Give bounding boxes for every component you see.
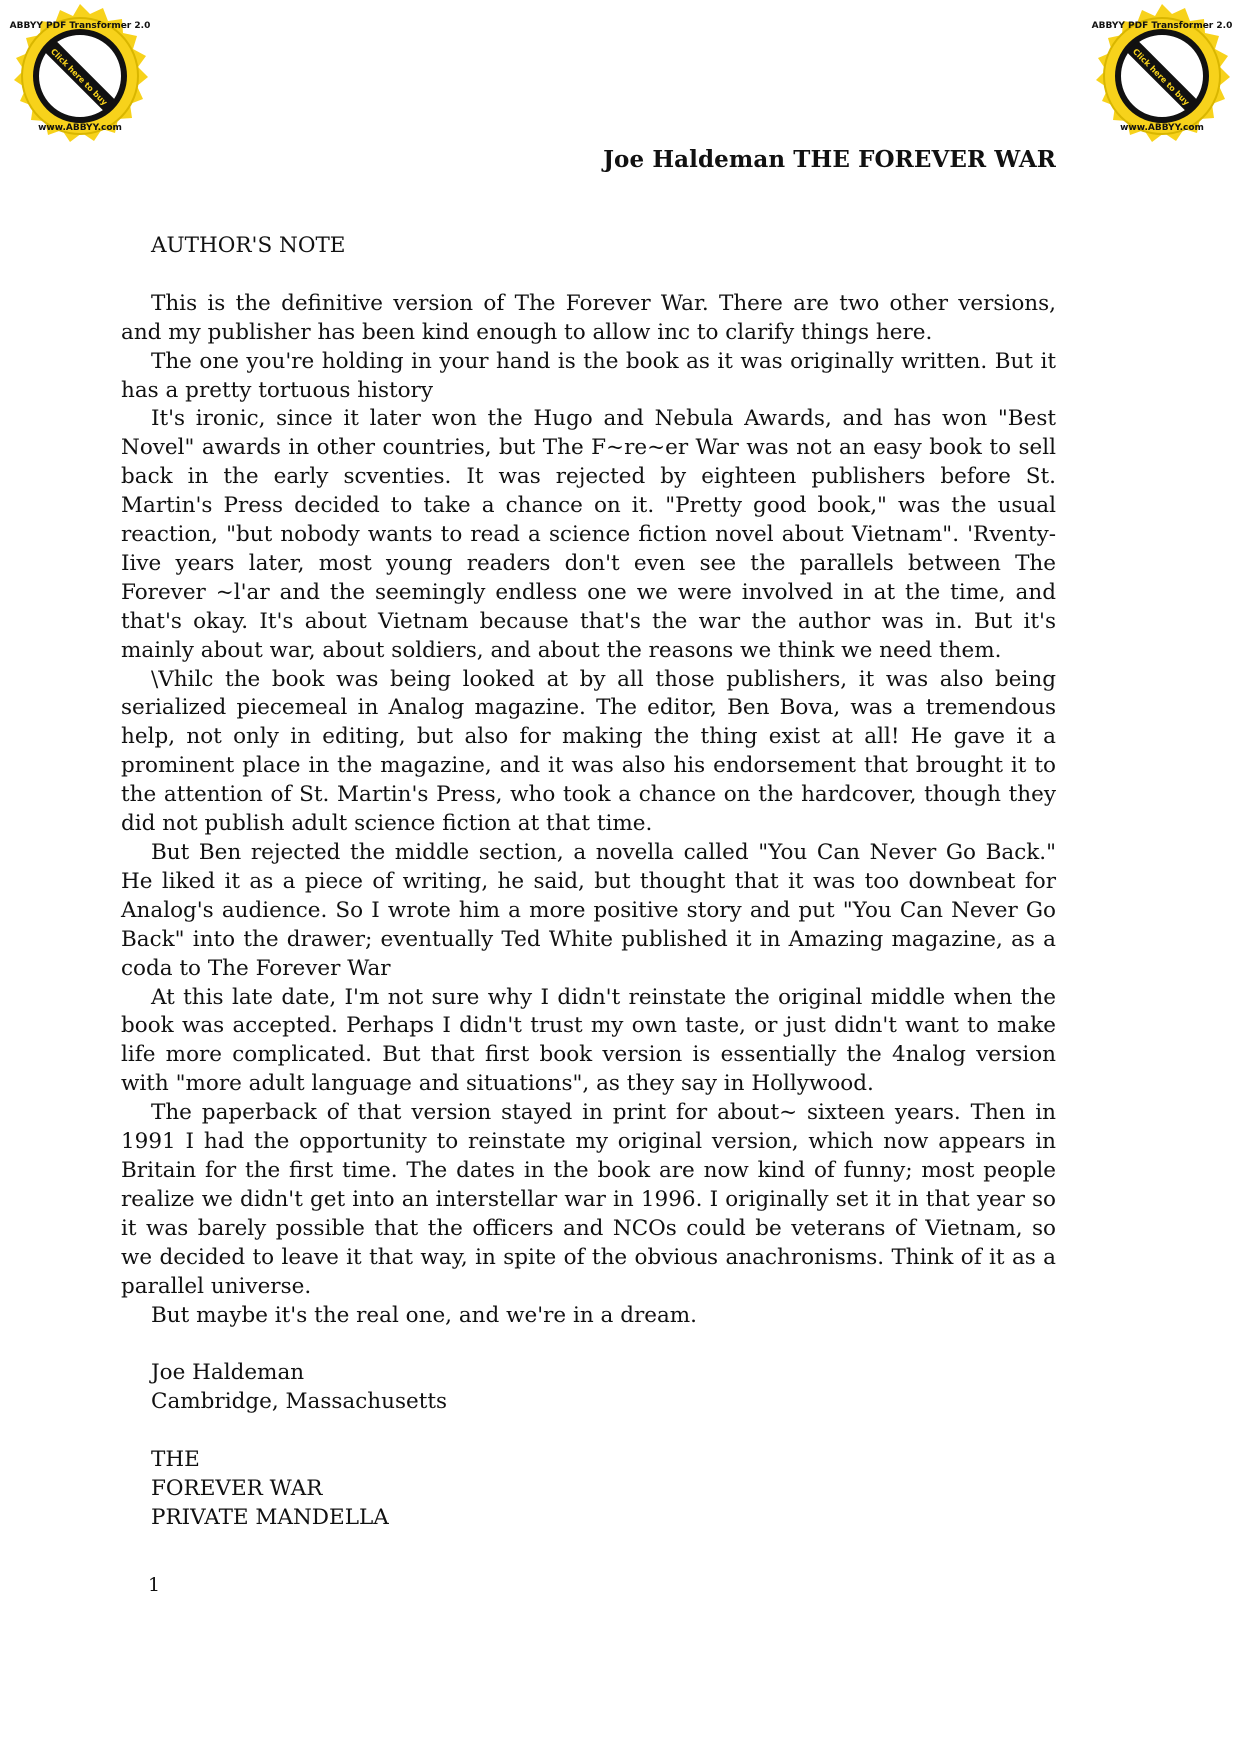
paragraph: \Vhilc the book was being looked at by all those publishers, it was also being serialized piecemeal in Analog magazine. The editor, Ben Bova, was a tremendous help, not only in editing, but also for making the thing exist at all! He gave it a prominent place in the magazine, and it was also his endorsement that brought it to the attention of St. Martin's Press, who took a chance on the hardcover, though they did not publish adult science fiction at that time. <box>121 666 1056 837</box>
spacer <box>121 1417 1056 1446</box>
running-header: Joe Haldeman THE FOREVER WAR <box>603 146 1056 173</box>
spacer <box>121 1330 1056 1359</box>
paragraph: But Ben rejected the middle section, a novella called "You Can Never Go Back." He liked it as a piece of writing, he said, but thought that it was too downbeat for Analog's audience. So I wrote him a more positive story and put "You Can Never Go Back" into the drawer; eventually Ted White published it in Amazing magazine, as a coda to The Forever War <box>121 840 1056 981</box>
author-note-section <box>121 232 1056 1533</box>
closing-title-line: FOREVER WAR <box>151 1475 323 1501</box>
signature-place: Cambridge, Massachusetts <box>151 1389 448 1415</box>
section-heading: AUTHOR'S NOTE <box>151 233 346 258</box>
badge-ring-text: ABBYY PDF Transformer 2.0 <box>1091 21 1233 31</box>
signature-name: Joe Haldeman <box>151 1360 305 1386</box>
paragraph: But maybe it's the real one, and we're in a dream. <box>151 1302 697 1328</box>
abbyy-badge-left[interactable] <box>2 2 158 158</box>
abbyy-seal-icon <box>2 2 158 158</box>
paragraph: At this late date, I'm not sure why I didn't reinstate the original middle when the book was accepted. Perhaps I didn't trust my own taste, or just didn't want to make life more complicated. But that first book version is essentially the 4nalog version with "more adult language and situations", as they say in Hollywood. <box>121 984 1056 1097</box>
badge-ring-text: ABBYY PDF Transformer 2.0 <box>9 21 151 31</box>
abbyy-seal-icon <box>1084 2 1240 158</box>
page-number: 1 <box>148 1574 161 1596</box>
badge-url-text: www.ABBYY.com <box>38 123 122 133</box>
badge-center-text: Click here to buy <box>1130 46 1192 108</box>
closing-title-line: THE <box>151 1447 200 1473</box>
abbyy-badge-right[interactable] <box>1084 2 1240 158</box>
closing-title-line: PRIVATE MANDELLA <box>151 1504 389 1530</box>
paragraph: This is the definitive version of The Forever War. There are two other versions, and my publisher has been kind enough to allow inc to clarify things here. <box>121 290 1056 345</box>
paragraph: It's ironic, since it later won the Hugo and Nebula Awards, and has won "Best Novel" awards in other countries, but The F~re~er War was not an easy book to sell back in the early scventies. It was rejected by eighteen publishers before St. Martin's Press decided to take a chance on it. "Pretty good book," was the usual reaction, "but nobody wants to read a science fiction novel about Vietnam". 'Rventy-Iive years later, most young readers don't even see the parallels between The Forever ~l'ar and the seemingly endless one we were involved in at the time, and that's okay. It's about Vietnam because that's the war the author was in. But it's mainly about war, about soldiers, and about the reasons we think we need them. <box>121 406 1056 663</box>
badge-center-text: Click here to buy <box>48 46 110 108</box>
paragraph: The one you're holding in your hand is the book as it was originally written. But it has a pretty tortuous history <box>121 348 1056 403</box>
paragraph: The paperback of that version stayed in print for about~ sixteen years. Then in 1991 I had the opportunity to reinstate my original version, which now appears in Britain for the first time. The dates in the book are now kind of funny; most people realize we didn't get into an interstellar war in 1996. I originally set it in that year so it was barely possible that the officers and NCOs could be veterans of Vietnam, so we decided to leave it that way, in spite of the obvious anachronisms. Think of it as a parallel universe. <box>121 1100 1056 1299</box>
badge-url-text: www.ABBYY.com <box>1120 123 1204 133</box>
